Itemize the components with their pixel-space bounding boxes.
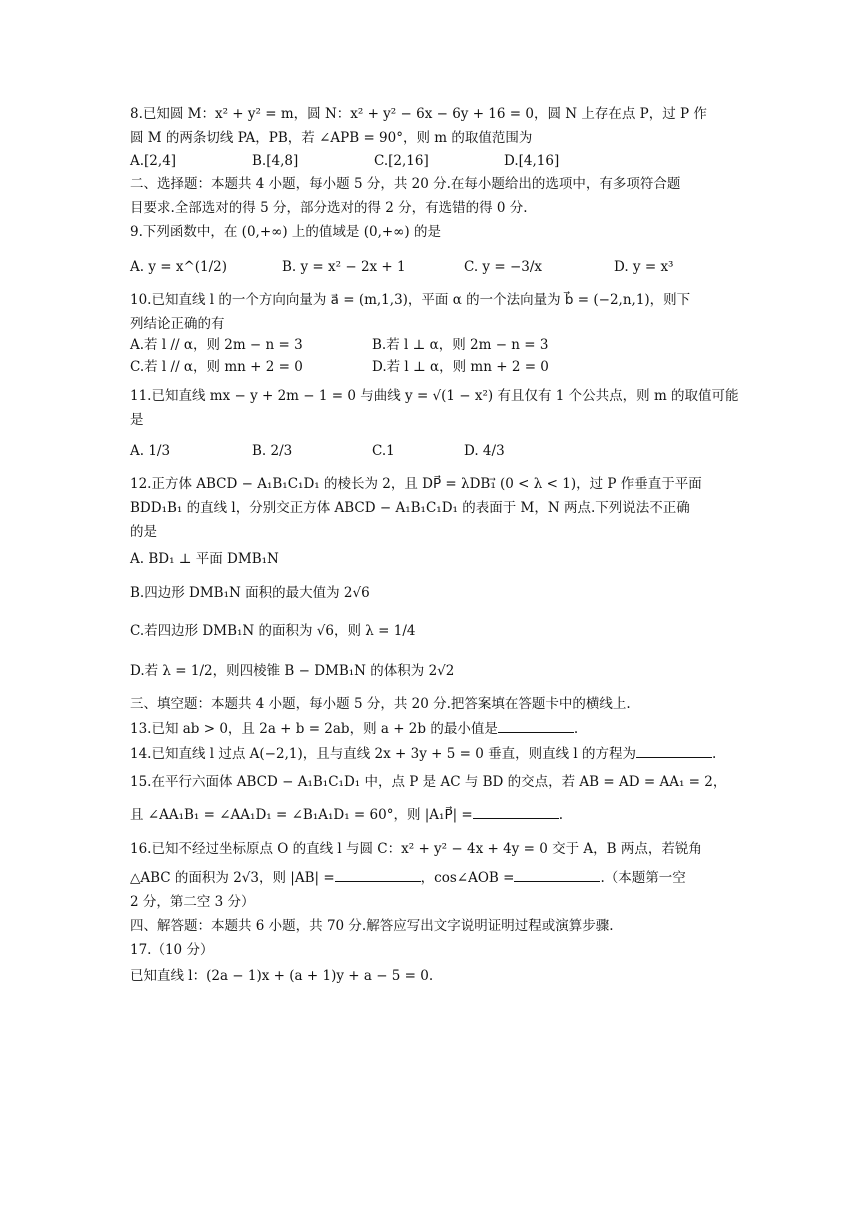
q12-option-b: B.四边形 DMB₁N 面积的最大值为 2√6 [130, 585, 370, 601]
q8-options [130, 148, 730, 174]
q9-option-b: B. y = x² − 2x + 1 [282, 259, 406, 275]
q11-option-d: D. 4/3 [464, 443, 505, 459]
q12-stem-line-2: BDD₁B₁ 的直线 l，分别交正方体 ABCD − A₁B₁C₁D₁ 的表面于 M，N 两点.下列说法不正确 [130, 500, 690, 516]
q12-stem-line-3: 的是 [130, 524, 157, 540]
q16-line-2 [130, 867, 730, 888]
q14-end: . [712, 746, 717, 762]
section-2-heading-line-1: 二、选择题：本题共 4 小题，每小题 5 分，共 20 分.在每小题给出的选项中，有多项符合题 [130, 176, 681, 192]
q9-option-d: D. y = x³ [614, 259, 674, 275]
q11-option-a: A. 1/3 [130, 443, 171, 459]
q12-option-a: A. BD₁ ⊥ 平面 DMB₁N [130, 551, 279, 567]
q10-option-b: B.若 l ⊥ α，则 2m − n = 3 [372, 337, 549, 353]
q12-stem-line-1: 12.正方体 ABCD − A₁B₁C₁D₁ 的棱长为 2，且 DP⃗ = λDB₁⃗ (0 < λ < 1)，过 P 作垂直于平面 [130, 476, 702, 492]
q10-options-row-2 [130, 356, 730, 378]
q9-stem: 9.下列函数中，在 (0,+∞) 上的值域是 (0,+∞) 的是 [130, 224, 441, 240]
q16-text-b: ，cos∠AOB = [420, 870, 515, 886]
question-9 [130, 222, 730, 284]
q8-option-b: B.[4,8] [252, 153, 299, 169]
q10-options-row-1 [130, 334, 730, 356]
q10-option-d: D.若 l ⊥ α，则 mn + 2 = 0 [372, 359, 549, 375]
section-4-heading: 四、解答题：本题共 6 小题，共 70 分.解答应写出文字说明证明过程或演算步骤. [130, 918, 614, 934]
question-16 [130, 839, 730, 912]
q16-text-c: .（本题第一空 [600, 870, 686, 886]
q12-option-c: C.若四边形 DMB₁N 的面积为 √6，则 λ = 1/4 [130, 623, 416, 639]
q10-stem-line-1: 10.已知直线 l 的一个方向向量为 a⃗ = (m,1,3)，平面 α 的一个法向量为 b⃗ = (−2,n,1)，则下 [130, 292, 691, 308]
q10-stem-line-2: 列结论正确的有 [130, 316, 225, 332]
q14-answer-blank[interactable] [636, 743, 712, 758]
question-11 [130, 386, 739, 468]
question-8 [130, 104, 730, 174]
q12-option-d: D.若 λ = 1/2，则四棱锥 B − DMB₁N 的体积为 2√2 [130, 663, 455, 679]
q10-option-a: A.若 l // α，则 2m − n = 3 [130, 337, 303, 353]
q11-option-b: B. 2/3 [252, 443, 293, 459]
question-12 [130, 474, 730, 688]
q17-number: 17.（10 分） [130, 942, 214, 958]
q10-option-c: C.若 l // α，则 mn + 2 = 0 [130, 359, 303, 375]
question-14 [130, 743, 730, 764]
q16-text-a: △ABC 的面积为 2√3，则 |AB| = [130, 870, 335, 886]
q13-text: 13.已知 ab > 0，且 2a + b = 2ab，则 a + 2b 的最小值是 [130, 721, 498, 737]
q9-option-c: C. y = −3/x [464, 259, 543, 275]
q8-option-c: C.[2,16] [374, 153, 429, 169]
question-17 [130, 940, 730, 986]
q16-answer-blank-1[interactable] [335, 867, 421, 882]
q9-options [130, 250, 730, 284]
question-13 [130, 718, 730, 739]
q11-options [130, 434, 730, 468]
q15-line-2 [130, 804, 730, 825]
question-15 [130, 772, 730, 825]
q14-text: 14.已知直线 l 过点 A(−2,1)，且与直线 2x + 3y + 5 = 0 垂直，则直线 l 的方程为 [130, 746, 636, 762]
q8-stem-line-2: 圆 M 的两条切线 PA，PB，若 ∠APB = 90°，则 m 的取值范围为 [130, 130, 533, 146]
q11-stem-line-1: 11.已知直线 mx − y + 2m − 1 = 0 与曲线 y = √(1 − x²) 有且仅有 1 个公共点，则 m 的取值可能 [130, 388, 739, 404]
q15-line-1: 15.在平行六面体 ABCD − A₁B₁C₁D₁ 中，点 P 是 AC 与 BD 的交点，若 AB = AD = AA₁ = 2， [130, 774, 727, 790]
q8-option-d: D.[4,16] [504, 153, 560, 169]
q13-answer-blank[interactable] [498, 718, 574, 733]
q15-answer-blank[interactable] [473, 804, 559, 819]
q8-stem-line-1: 8.已知圆 M：x² + y² = m，圆 N：x² + y² − 6x − 6y + 16 = 0，圆 N 上存在点 P，过 P 作 [130, 106, 707, 122]
q11-stem-line-2: 是 [130, 412, 144, 428]
q17-stem: 已知直线 l：(2a − 1)x + (a + 1)y + a − 5 = 0. [130, 968, 434, 984]
q16-line-3: 2 分，第二空 3 分） [130, 894, 255, 910]
q15-text: 且 ∠AA₁B₁ = ∠AA₁D₁ = ∠B₁A₁D₁ = 60°，则 |A₁P⃗| = [130, 807, 473, 823]
q9-option-a: A. y = x^(1/2) [130, 259, 228, 275]
exam-page [130, 104, 739, 986]
q15-end: . [558, 807, 564, 823]
section-2-heading-line-2: 目要求.全部选对的得 5 分，部分选对的得 2 分，有选错的得 0 分. [130, 200, 528, 216]
q16-line-1: 16.已知不经过坐标原点 O 的直线 l 与圆 C：x² + y² − 4x + 4y = 0 交于 A，B 两点，若锐角 [130, 841, 702, 857]
q8-option-a: A.[2,4] [130, 153, 177, 169]
q13-end: . [573, 721, 579, 737]
question-10 [130, 290, 730, 378]
q11-option-c: C.1 [372, 443, 395, 459]
section-3-heading: 三、填空题：本题共 4 小题，每小题 5 分，共 20 分.把答案填在答题卡中的横线上. [130, 696, 631, 712]
q16-answer-blank-2[interactable] [514, 867, 600, 882]
